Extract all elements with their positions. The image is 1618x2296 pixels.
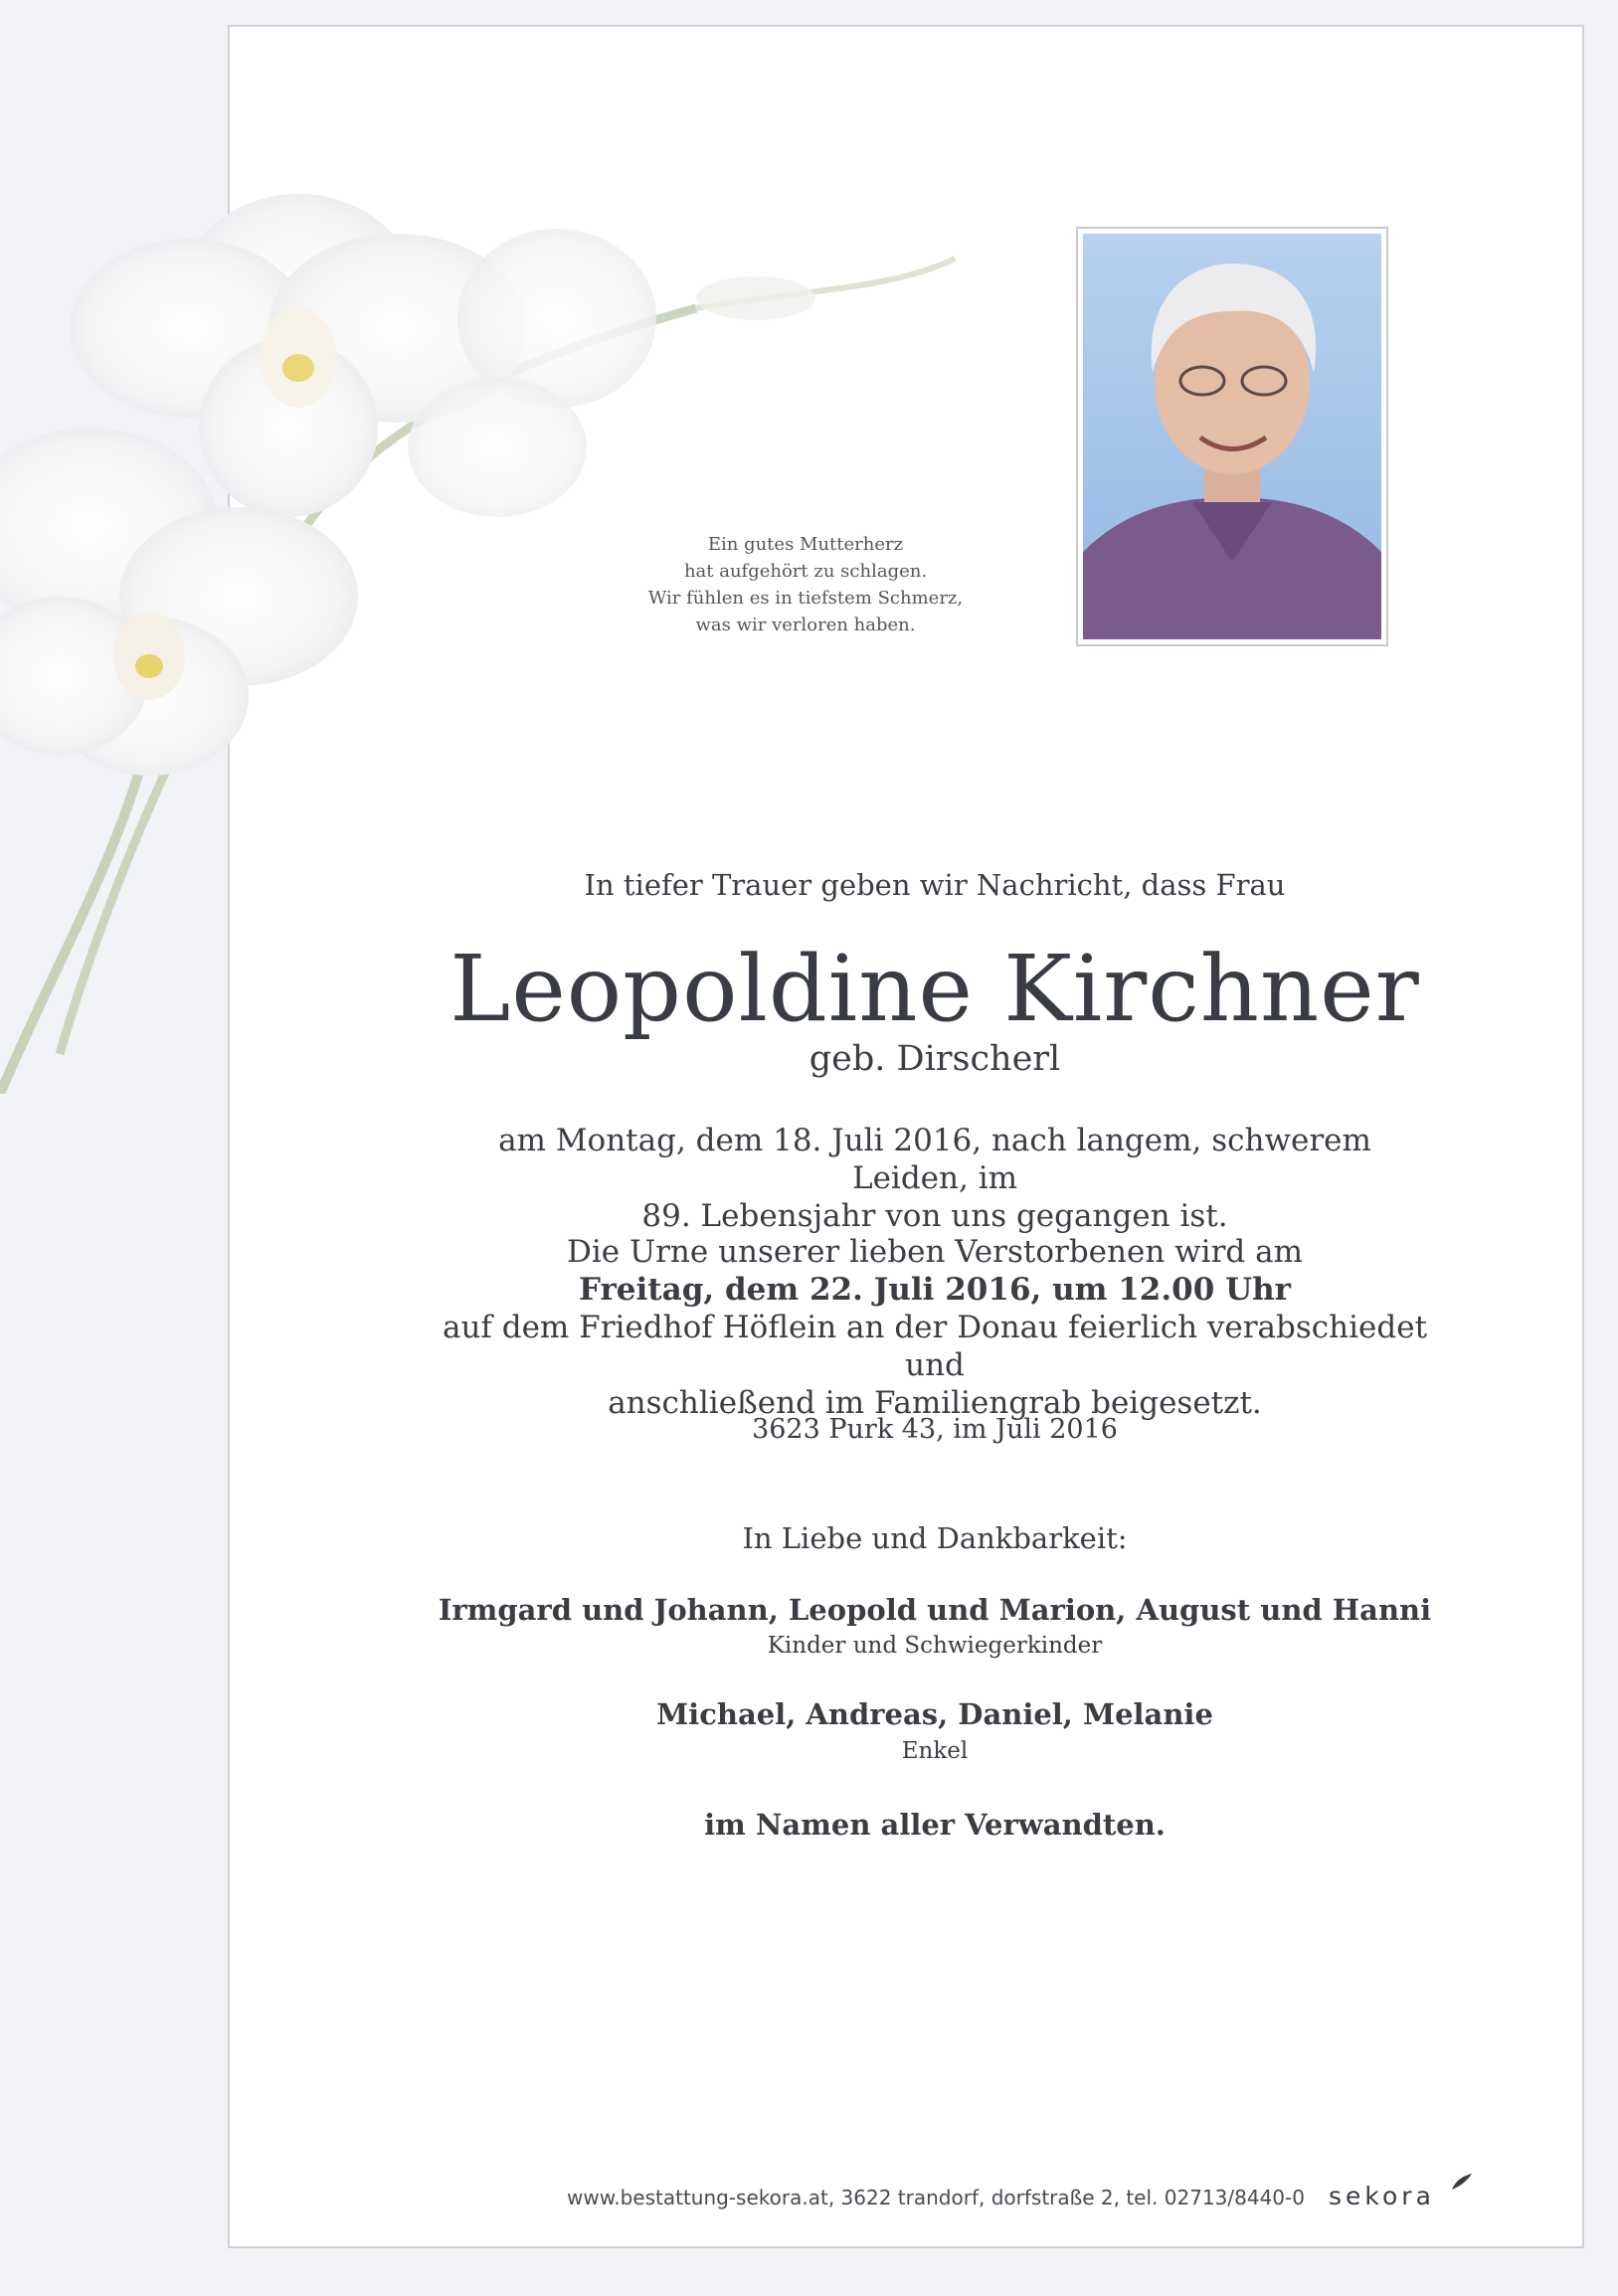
quote-line: hat aufgehört zu schlagen. (683, 561, 928, 582)
urn-line: Die Urne unserer lieben Verstorbenen wird am (566, 1234, 1303, 1270)
children-label: Kinder und Schwiegerkinder (767, 1633, 1103, 1659)
urn-paragraph (438, 1233, 1432, 1422)
death-line: am Montag, dem 18. Juli 2016, nach langem, schwerem Leiden, im (498, 1123, 1371, 1196)
grandchildren-label: Enkel (901, 1738, 969, 1764)
quote-line: was wir verloren haben. (695, 615, 916, 635)
grandchildren-names: Michael, Andreas, Daniel, Melanie (656, 1697, 1213, 1731)
footer (567, 2182, 1462, 2210)
portrait-image (1083, 234, 1381, 639)
portrait-photo (1076, 227, 1388, 646)
relatives-line: im Namen aller Verwandten. (704, 1808, 1166, 1842)
ceremony-date: Freitag, dem 22. Juli 2016, um 12.00 Uhr (579, 1272, 1291, 1308)
quote-line: Wir fühlen es in tiefstem Schmerz, (647, 588, 964, 609)
urn-line: auf dem Friedhof Höflein an der Donau feierlich verabschiedet und (442, 1310, 1428, 1383)
children-names: Irmgard und Johann, Leopold und Marion, August und Hanni (438, 1593, 1432, 1627)
urn-line: anschließend im Familiengrab beigesetzt. (608, 1385, 1262, 1421)
maiden-name: geb. Dirscherl (809, 1039, 1061, 1079)
quote-line: Ein gutes Mutterherz (707, 534, 904, 555)
deceased-name: Leopoldine Kirchner (449, 936, 1420, 1042)
sekora-logo: sekora (1329, 2182, 1435, 2210)
death-line: 89. Lebensjahr von uns gegangen ist. (641, 1198, 1228, 1234)
gratitude-line: In Liebe und Dankbarkeit: (742, 1521, 1128, 1555)
death-paragraph (438, 1122, 1432, 1235)
leaf-icon (1450, 2172, 1474, 2192)
intro-text: In tiefer Trauer geben wir Nachricht, dass Frau (584, 868, 1286, 902)
footer-contact: www.bestattung-sekora.at, 3622 trandorf, dorfstraße 2, tel. 02713/8440-0 (567, 2186, 1305, 2209)
place-date: 3623 Purk 43, im Juli 2016 (752, 1414, 1118, 1445)
memorial-quote (597, 531, 1014, 638)
